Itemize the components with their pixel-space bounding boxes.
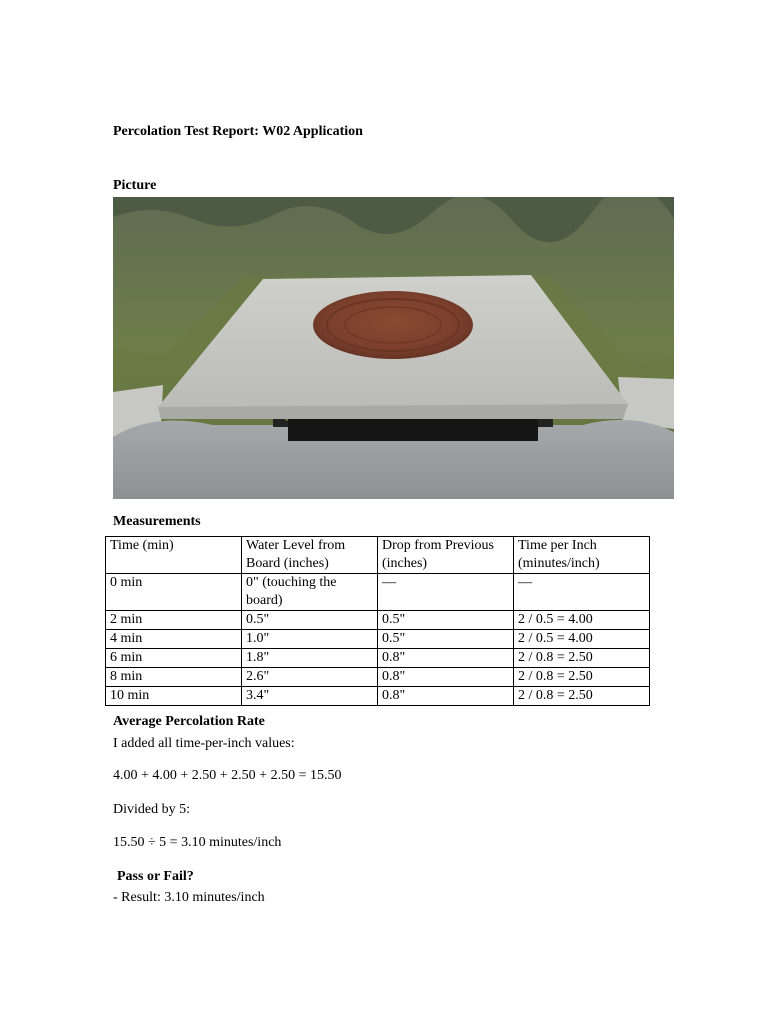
average-result-equation: 15.50 ÷ 5 = 3.10 minutes/inch: [113, 835, 282, 850]
table-cell: 2.6": [242, 668, 378, 687]
table-cell: 8 min: [106, 668, 242, 687]
table-header-row: [106, 537, 650, 574]
table-cell: 0.5": [242, 611, 378, 630]
table-row: [106, 630, 650, 649]
table-cell: 2 / 0.5 = 4.00: [514, 630, 650, 649]
sum-equation: 4.00 + 4.00 + 2.50 + 2.50 + 2.50 = 15.50: [113, 768, 342, 783]
table-cell: 0.5": [378, 630, 514, 649]
table-row: [106, 611, 650, 630]
table-row: [106, 668, 650, 687]
table-cell: 0.8": [378, 668, 514, 687]
table-header-cell: Drop from Previous (inches): [378, 537, 514, 574]
table-row: [106, 687, 650, 706]
measurements-table: [105, 536, 650, 706]
divided-text: Divided by 5:: [113, 802, 190, 817]
table-header-cell: Water Level from Board (inches): [242, 537, 378, 574]
table-cell: 2 / 0.8 = 2.50: [514, 687, 650, 706]
table-cell: 1.8": [242, 649, 378, 668]
table-cell: 2 / 0.8 = 2.50: [514, 649, 650, 668]
table-cell: 2 / 0.5 = 4.00: [514, 611, 650, 630]
table-cell: 0.8": [378, 649, 514, 668]
table-cell: 2 / 0.8 = 2.50: [514, 668, 650, 687]
table-cell: 2 min: [106, 611, 242, 630]
picture-heading: Picture: [113, 178, 157, 193]
table-cell: 4 min: [106, 630, 242, 649]
pass-fail-heading: Pass or Fail?: [117, 869, 194, 884]
storm-drain-photo: [113, 197, 674, 499]
table-cell: 6 min: [106, 649, 242, 668]
table-cell: 0 min: [106, 574, 242, 611]
average-intro-text: I added all time-per-inch values:: [113, 736, 295, 751]
table-cell: —: [514, 574, 650, 611]
table-header-cell: Time (min): [106, 537, 242, 574]
report-title: Percolation Test Report: W02 Application: [113, 124, 363, 139]
result-list-item: - Result: 3.10 minutes/inch: [113, 890, 265, 905]
table-row: [106, 649, 650, 668]
table-cell: 0.5": [378, 611, 514, 630]
table-cell: 0" (touching the board): [242, 574, 378, 611]
table-cell: 3.4": [242, 687, 378, 706]
table-row: [106, 574, 650, 611]
table-cell: 1.0": [242, 630, 378, 649]
measurements-heading: Measurements: [113, 514, 201, 529]
table-cell: 10 min: [106, 687, 242, 706]
table-cell: 0.8": [378, 687, 514, 706]
table-cell: —: [378, 574, 514, 611]
average-rate-heading: Average Percolation Rate: [113, 714, 265, 729]
table-header-cell: Time per Inch (minutes/inch): [514, 537, 650, 574]
